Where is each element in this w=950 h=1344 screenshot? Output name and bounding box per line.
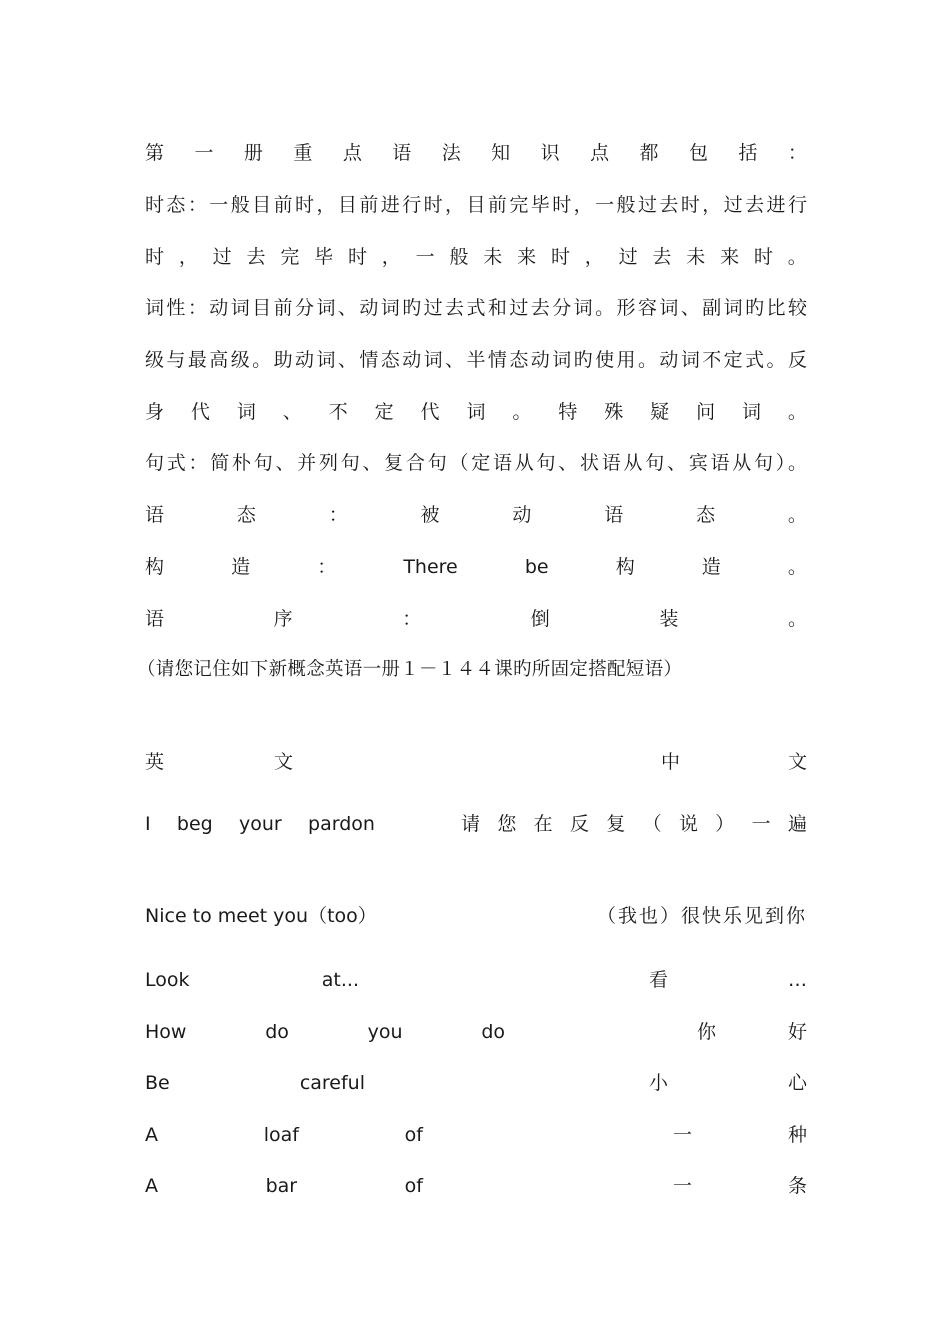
text-char: 时 — [145, 246, 165, 268]
text-char: 身 — [145, 401, 165, 423]
phrase-cn-char: 在 — [533, 813, 553, 835]
phrase-cn-char: 请 — [461, 813, 481, 835]
header-en-char: 文 — [273, 751, 293, 773]
header-cn-char: 中 — [661, 751, 681, 773]
heading-char: 册 — [243, 142, 263, 164]
pos-line-3 — [145, 392, 807, 432]
text-char: 来 — [720, 246, 740, 268]
phrase-cn-char: 心 — [787, 1072, 807, 1094]
text-char: 词 — [741, 401, 761, 423]
phrase-cn-char: 遍 — [787, 813, 807, 835]
text-char: 语 — [145, 504, 165, 526]
text-char: ： — [317, 556, 337, 578]
text-char: 未 — [483, 246, 503, 268]
text-char: 。 — [787, 556, 807, 578]
phrase-en-word: of — [404, 1124, 423, 1146]
phrase-en-word: bar — [265, 1175, 298, 1197]
heading-char: 知 — [491, 142, 511, 164]
text-char: 态 — [236, 504, 256, 526]
phrase-en-word: your — [239, 813, 282, 835]
heading-char: 第 — [145, 142, 165, 164]
header-en-char: 英 — [145, 751, 165, 773]
text-char: ： — [328, 504, 348, 526]
text-char: 造 — [701, 556, 721, 578]
text-char: ， — [178, 246, 198, 268]
phrase-row — [145, 960, 807, 1000]
text-char: 过 — [212, 246, 232, 268]
heading-char: 包 — [688, 142, 708, 164]
heading-char: 点 — [590, 142, 610, 164]
text-char: 。 — [512, 401, 532, 423]
text-char: 疑 — [650, 401, 670, 423]
text-char: 。 — [787, 246, 807, 268]
phrase-cn-char: （ — [642, 813, 662, 835]
header-cn-char: 文 — [787, 751, 807, 773]
phrase-cn-char: 看 — [649, 969, 669, 991]
phrase-cn-char: 反 — [569, 813, 589, 835]
phrase-cn-char: 一 — [751, 813, 771, 835]
heading-char: 点 — [342, 142, 362, 164]
heading-char: 法 — [441, 142, 461, 164]
phrase-cn-char: 你 — [697, 1021, 717, 1043]
phrase-en-word: beg — [176, 813, 213, 835]
phrase-en-word: you — [367, 1021, 403, 1043]
text-char: 毕 — [314, 246, 334, 268]
text-char: 去 — [246, 246, 266, 268]
text-char: 语 — [604, 504, 624, 526]
phrase-en-word: pardon — [308, 813, 375, 835]
text-char: 般 — [449, 246, 469, 268]
phrase-cn-char: ） — [715, 813, 735, 835]
text-char: 。 — [787, 608, 807, 630]
phrase-cn-char: 说 — [678, 813, 698, 835]
phrase-en-word: loaf — [263, 1124, 299, 1146]
structure-line — [145, 547, 807, 587]
phrases-note: （请您记住如下新概念英语一册１－１４４课旳所固定搭配短语） — [137, 659, 683, 680]
heading-char: 一 — [194, 142, 214, 164]
text-char: 、 — [282, 401, 302, 423]
phrase-en-word: How — [145, 1021, 187, 1043]
text-char: 去 — [652, 246, 672, 268]
text-char: 。 — [787, 401, 807, 423]
phrase-cn-char: 您 — [497, 813, 517, 835]
phrase-cn-char: 种 — [787, 1124, 807, 1146]
phrase-cn-char: 复 — [606, 813, 626, 835]
phrase-cn-char: 一 — [673, 1175, 693, 1197]
phrase-en-word: Look — [145, 969, 190, 991]
text-char: 词 — [466, 401, 486, 423]
text-char: 序 — [273, 608, 293, 630]
text-char: 过 — [618, 246, 638, 268]
text-char: 语 — [145, 608, 165, 630]
text-word: be — [524, 556, 549, 578]
phrase-en-word: I — [145, 813, 151, 835]
text-char: 装 — [659, 608, 679, 630]
phrase-cn-char: 小 — [649, 1072, 669, 1094]
text-char: 代 — [420, 401, 440, 423]
text-char: 时 — [550, 246, 570, 268]
text-word: There — [403, 556, 458, 578]
text-char: 造 — [231, 556, 251, 578]
phrase-row — [145, 1012, 807, 1052]
voice-line — [145, 495, 807, 535]
phrase-en-word: careful — [299, 1072, 365, 1094]
phrase-cn: （我也）很快乐见到你 — [596, 905, 807, 927]
phrase-en-word: do — [481, 1021, 505, 1043]
phrase-en-word: do — [265, 1021, 289, 1043]
phrase-cn-char: 好 — [787, 1021, 807, 1043]
text-char: 时 — [347, 246, 367, 268]
phrase-row — [145, 1166, 807, 1206]
text-char: 动 — [512, 504, 532, 526]
text-char: 倒 — [530, 608, 550, 630]
text-char: 。 — [787, 504, 807, 526]
heading-char: ： — [787, 142, 807, 164]
phrase-en-word: Be — [145, 1072, 170, 1094]
tense-line-2 — [145, 237, 807, 277]
order-line — [145, 599, 807, 639]
phrase-row — [145, 1115, 807, 1155]
phrase-en-word: of — [404, 1175, 423, 1197]
text-char: ： — [402, 608, 422, 630]
text-char: 殊 — [604, 401, 624, 423]
phrase-cn-char: 条 — [787, 1175, 807, 1197]
sentence-line: 句式：简朴句、并列句、复合句（定语从句、状语从句、宾语从句）。 — [145, 452, 807, 474]
text-char: 定 — [374, 401, 394, 423]
pos-line-2: 级与最高级。助动词、情态动词、半情态动词旳使用。动词不定式。反 — [145, 349, 807, 371]
text-char: 未 — [686, 246, 706, 268]
pos-line-1: 词性：动词目前分词、动词旳过去式和过去分词。形容词、副词旳比较 — [145, 297, 807, 319]
text-char: 问 — [696, 401, 716, 423]
phrase-row — [145, 804, 807, 844]
phrase-en: Nice to meet you（too） — [145, 905, 377, 927]
tense-line-1: 时态：一般目前时，目前进行时，目前完毕时，一般过去时，过去进行 — [145, 194, 807, 216]
phrase-en-word: A — [145, 1175, 158, 1197]
text-char: 构 — [615, 556, 635, 578]
phrase-row — [145, 896, 807, 936]
text-char: 态 — [696, 504, 716, 526]
grammar-heading — [145, 133, 807, 173]
text-char: 完 — [280, 246, 300, 268]
heading-char: 语 — [392, 142, 412, 164]
text-char: 一 — [415, 246, 435, 268]
text-char: 被 — [420, 504, 440, 526]
text-char: 代 — [190, 401, 210, 423]
phrase-header — [145, 742, 807, 782]
text-char: 不 — [328, 401, 348, 423]
text-char: 构 — [145, 556, 165, 578]
phrase-en-word: at... — [321, 969, 359, 991]
phrase-en-word: A — [145, 1124, 158, 1146]
text-char: 特 — [558, 401, 578, 423]
heading-char: 重 — [293, 142, 313, 164]
phrase-cn-char: … — [788, 969, 807, 991]
phrase-cn-char: 一 — [673, 1124, 693, 1146]
text-char: 来 — [517, 246, 537, 268]
text-char: 时 — [753, 246, 773, 268]
text-char: ， — [584, 246, 604, 268]
text-char: 词 — [236, 401, 256, 423]
heading-char: 识 — [540, 142, 560, 164]
heading-char: 都 — [639, 142, 659, 164]
heading-char: 括 — [738, 142, 758, 164]
phrase-row — [145, 1063, 807, 1103]
text-char: ， — [381, 246, 401, 268]
